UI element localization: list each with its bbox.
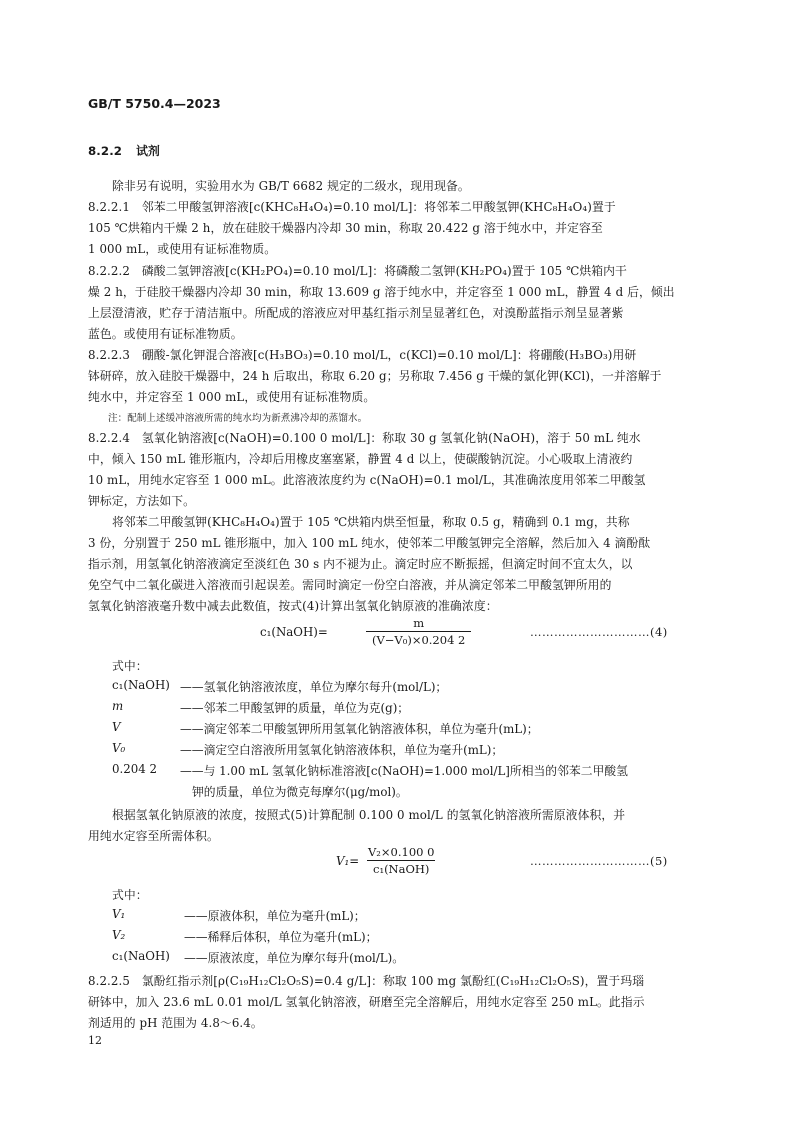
- text-line: 研钵中，加入 23.6 mL 0.01 mol/L 氢氧化钠溶液，研磨至完全溶解后，用纯水定容至 250 mL。此指示: [88, 995, 645, 1009]
- text-line: 105 ℃烘箱内干燥 2 h，放在硅胶干燥器内冷却 30 min，称取 20.422 g 溶于纯水中，并定容至: [88, 221, 603, 235]
- page-number: 12: [88, 1034, 102, 1047]
- section-title: 试剂: [136, 144, 160, 158]
- formula-5-fraction: [362, 845, 440, 876]
- where-title: 式中：: [112, 888, 148, 902]
- formula-5-numerator: V₂×0.100 0: [368, 845, 435, 859]
- formula-4-denominator: (V−V₀)×0.204 2: [366, 631, 471, 647]
- text-line: 用纯水定容至所需体积。: [88, 829, 219, 843]
- text-line: 8.2.2.4 氢氧化钠溶液[c(NaOH)=0.100 0 mol/L]：称取 30 g 氢氧化钠(NaOH)，溶于 50 mL 纯水: [88, 431, 641, 445]
- formula-5-denominator: c₁(NaOH): [367, 860, 435, 876]
- where-symbol: V₁: [112, 907, 126, 921]
- where-symbol: c₁(NaOH): [112, 678, 170, 692]
- formula-5-label: …………………………(5): [530, 854, 668, 868]
- text-line: 免空气中二氧化碳进入溶液而引起误差。需同时滴定一份空白溶液，并从滴定邻苯二甲酸氢钾所用的: [88, 578, 612, 592]
- text-line: 钵研碎，放入硅胶干燥器中，24 h 后取出，称取 6.20 g；另称取 7.456 g 干燥的氯化钾(KCl)，一并溶解于: [88, 369, 662, 383]
- where-symbol: m: [112, 699, 124, 713]
- text-line: 10 mL，用纯水定容至 1 000 mL。此溶液浓度约为 c(NaOH)=0.1 mol/L，其准确浓度用邻苯二甲酸氢: [88, 473, 646, 487]
- where-desc-continuation: 钾的质量，单位为微克每摩尔(μg/mol)。: [192, 785, 408, 799]
- where-desc: ——滴定空白溶液所用氢氧化钠溶液体积，单位为毫升(mL)；: [180, 743, 504, 757]
- text-line: 指示剂，用氢氧化钠溶液滴定至淡红色 30 s 内不褪为止。滴定时应不断振摇，但滴定时间不宜太久，以: [88, 557, 633, 571]
- text-line: 8.2.2.1 邻苯二甲酸氢钾溶液[c(KHC₈H₄O₄)=0.10 mol/L]：将邻苯二甲酸氢钾(KHC₈H₄O₄)置于: [88, 200, 616, 214]
- where-desc: ——滴定邻苯二甲酸氢钾所用氢氧化钠溶液体积，单位为毫升(mL)；: [180, 722, 539, 736]
- where-symbol: 0.204 2: [112, 762, 158, 776]
- text-line: 燥 2 h，于硅胶干燥器内冷却 30 min，称取 13.609 g 溶于纯水中，并定容至 1 000 mL，静置 4 d 后，倾出: [88, 285, 675, 299]
- text-line: 3 份，分别置于 250 mL 锥形瓶中，加入 100 mL 纯水，使邻苯二甲酸氢钾完全溶解，然后加入 4 滴酚酞: [88, 536, 651, 550]
- formula-4-label: …………………………(4): [530, 625, 668, 639]
- text-line: 除非另有说明，实验用水为 GB/T 6682 规定的二级水，现用现备。: [112, 179, 470, 193]
- text-line: 中，倾入 150 mL 锥形瓶内，冷却后用橡皮塞塞紧，静置 4 d 以上，使碳酸钠沉淀。小心吸取上清液约: [88, 452, 633, 466]
- where-symbol: c₁(NaOH): [112, 949, 170, 963]
- text-line: 8.2.2.2 磷酸二氢钾溶液[c(KH₂PO₄)=0.10 mol/L]：将磷酸二氢钾(KH₂PO₄)置于 105 ℃烘箱内干: [88, 264, 627, 278]
- text-line: 8.2.2.3 硼酸-氯化钾混合溶液[c(H₃BO₃)=0.10 mol/L，c(KCl)=0.10 mol/L]：将硼酸(H₃BO₃)用研: [88, 348, 637, 362]
- section-number: 8.2.2: [88, 144, 123, 158]
- where-desc: ——与 1.00 mL 氢氧化钠标准溶液[c(NaOH)=1.000 mol/L]所相当的邻苯二甲酸氢: [180, 764, 628, 778]
- where-desc: ——氢氧化钠溶液浓度，单位为摩尔每升(mol/L)；: [180, 680, 448, 694]
- text-line: 将邻苯二甲酸氢钾(KHC₈H₄O₄)置于 105 ℃烘箱内烘至恒量，称取 0.5 g，精确到 0.1 mg，共称: [112, 515, 630, 529]
- text-line: 纯水中，并定容至 1 000 mL，或使用有证标准物质。: [88, 390, 376, 404]
- text-line: 根据氢氧化钠原液的浓度，按照式(5)计算配制 0.100 0 mol/L 的氢氧化钠溶液所需原液体积，并: [112, 808, 626, 822]
- where-desc: ——稀释后体积，单位为毫升(mL)；: [184, 930, 378, 944]
- text-line: 1 000 mL，或使用有证标准物质。: [88, 242, 277, 256]
- text-line: 8.2.2.5 氯酚红指示剂[ρ(C₁₉H₁₂Cl₂O₅S)=0.4 g/L]：称取 100 mg 氯酚红(C₁₉H₁₂Cl₂O₅S)，置于玛瑙: [88, 974, 645, 988]
- text-line: 上层澄清液，贮存于清洁瓶中。所配成的溶液应对甲基红指示剂呈显著红色，对溴酚蓝指示剂呈显著紫: [88, 306, 624, 320]
- standard-header: GB/T 5750.4—2023: [88, 96, 221, 111]
- where-desc: ——原液浓度，单位为摩尔每升(mol/L)。: [184, 951, 405, 965]
- text-line: 剂适用的 pH 范围为 4.8～6.4。: [88, 1016, 263, 1030]
- formula-5-lhs: V₁=: [336, 854, 360, 868]
- where-desc: ——原液体积，单位为毫升(mL)；: [184, 909, 366, 923]
- formula-4-numerator: m: [413, 616, 425, 630]
- where-symbol: V₂: [112, 928, 126, 942]
- text-line: 钾标定，方法如下。: [88, 494, 196, 508]
- text-line: 蓝色。或使用有证标准物质。: [88, 327, 243, 341]
- section-heading: [88, 142, 160, 159]
- where-title: 式中：: [112, 659, 148, 673]
- where-symbol: V₀: [112, 741, 126, 755]
- text-line: 氢氧化钠溶液毫升数中减去此数值，按式(4)计算出氢氧化钠原液的准确浓度：: [88, 599, 498, 613]
- where-desc: ——邻苯二甲酸氢钾的质量，单位为克(g)；: [180, 701, 410, 715]
- note: 注：配制上述缓冲溶液所需的纯水均为新煮沸冷却的蒸馏水。: [108, 413, 368, 424]
- formula-4-fraction: [366, 616, 471, 647]
- where-symbol: V: [112, 720, 121, 734]
- formula-4-lhs: c₁(NaOH)=: [260, 625, 328, 639]
